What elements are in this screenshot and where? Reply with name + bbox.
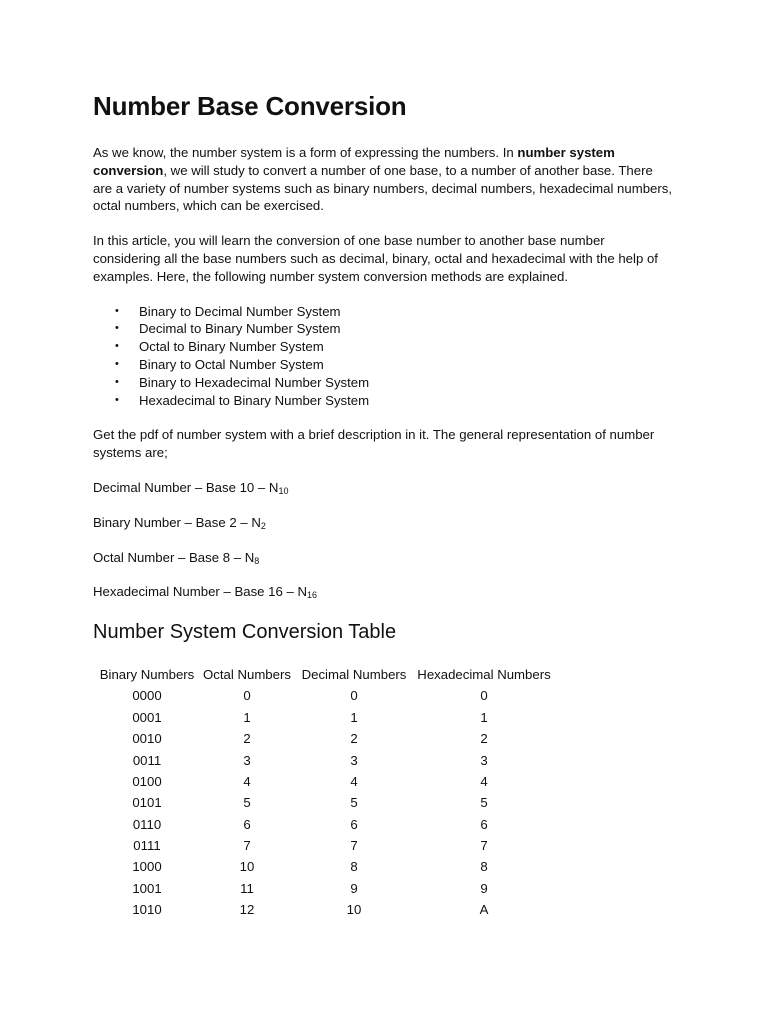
table-cell: 0010 [132,731,162,747]
table-cell: 9 [480,880,488,896]
table-row [95,749,555,770]
table-header-cell: Decimal Numbers [301,667,407,683]
table-cell: 3 [480,752,488,768]
table-cell: 7 [243,838,251,854]
representation-text: Binary Number – Base 2 – N [93,514,261,530]
table-cell: 6 [243,816,251,832]
representation-text: Octal Number – Base 8 – N [93,549,255,565]
table-cell: 3 [243,752,251,768]
table-cell: 0101 [132,795,162,811]
page-title: Number Base Conversion [93,91,407,121]
table-cell: 0 [480,688,488,704]
bullet-icon: • [115,393,119,406]
intro-text-1: As we know, the number system is a form of expressing the numbers. In [93,145,518,160]
table-cell: 1 [480,709,488,725]
table-cell: 5 [243,795,251,811]
table-row [95,771,555,792]
table-row [95,707,555,728]
table-cell: 8 [350,859,358,875]
table-cell: 1 [350,709,358,725]
method-label: Binary to Hexadecimal Number System [139,374,370,390]
intro-bold-term: number system conversion [93,145,615,178]
table-cell: 4 [350,773,358,789]
method-label: Binary to Decimal Number System [139,303,341,319]
table-cell: 11 [240,880,254,896]
representations [93,479,673,601]
bullet-icon: • [115,322,119,335]
table-cell: A [479,902,489,918]
table-cell: 1001 [132,880,162,896]
table-row [95,899,555,920]
method-label: Binary to Octal Number System [139,356,324,372]
table-cell: 4 [480,773,488,789]
method-label: Hexadecimal to Binary Number System [139,392,370,408]
representation-subscript: 10 [278,485,289,496]
table-header-row [95,664,555,685]
bullet-icon: • [115,357,119,370]
table-row [95,728,555,749]
method-label: Octal to Binary Number System [139,339,324,355]
bullet-icon: • [115,340,119,353]
method-list-item [115,338,673,356]
conversion-table [95,664,555,920]
article-paragraph: In this article, you will learn the conversion of one base number to another base number considering all the base numbers such as decimal, binary, octal and hexadecimal with the help of examples. Here, the following number system conversion methods are explained. [93,233,658,284]
table-cell: 10 [346,902,362,918]
table-row [95,813,555,834]
table-cell: 1010 [132,902,162,918]
table-cell: 9 [350,880,358,896]
table-cell: 7 [480,838,488,854]
table-row [95,792,555,813]
table-cell: 3 [350,752,358,768]
intro-text-2: , we will study to convert a number of one base, to a number of another base. There are a variety of number systems such as binary numbers, decimal numbers, hexadecimal numbers, octal numbers, which can be exercised. [93,162,673,214]
table-title: Number System Conversion Table [93,621,397,644]
table-cell: 5 [480,795,488,811]
table-row [95,835,555,856]
bullet-icon: • [115,375,119,388]
representation-line [93,514,673,532]
table-cell: 0111 [133,838,161,854]
table-header-cell: Octal Numbers [203,667,291,683]
table-cell: 0000 [132,688,162,704]
method-list-item [115,320,673,338]
table-cell: 6 [350,816,358,832]
table-header-cell: Hexadecimal Numbers [417,667,551,683]
methods-list [93,303,673,410]
table-row [95,685,555,706]
document-page [93,88,673,920]
representation-text: Hexadecimal Number – Base 16 – N [93,584,308,600]
table-cell: 12 [239,902,255,918]
table-body [95,685,555,920]
table-cell: 7 [350,838,358,854]
representation-line [93,479,673,497]
table-cell: 0 [243,688,251,704]
method-list-item [115,303,673,321]
table-cell: 0001 [132,709,162,725]
representation-subscript: 16 [307,590,318,601]
table-cell: 0011 [132,752,162,768]
table-cell: 2 [350,731,358,747]
table-cell: 0 [350,688,358,704]
table-cell: 1000 [132,859,162,875]
table-cell: 6 [480,816,488,832]
representation-line [93,549,673,567]
table-cell: 4 [243,773,251,789]
method-label: Decimal to Binary Number System [139,321,341,337]
table-cell: 2 [243,731,251,747]
table-cell: 0100 [132,773,162,789]
table-cell: 8 [480,859,488,875]
table-row [95,878,555,899]
table-cell: 10 [239,859,255,875]
bullet-icon: • [115,304,119,317]
method-list-item [115,374,673,392]
representation-subscript: 2 [260,520,266,531]
table-cell: 2 [480,731,488,747]
table-header-cell: Binary Numbers [99,667,195,683]
method-list-item [115,356,673,374]
table-cell: 1 [243,709,251,725]
table-cell: 5 [350,795,358,811]
pdf-paragraph: Get the pdf of number system with a brief description in it. The general representation of number systems are; [93,427,655,461]
representation-line [93,583,673,601]
representation-text: Decimal Number – Base 10 – N [93,479,279,495]
table-row [95,856,555,877]
representation-subscript: 8 [254,555,260,566]
intro-paragraph [93,144,673,215]
table-cell: 0110 [132,816,162,832]
method-list-item [115,392,673,410]
